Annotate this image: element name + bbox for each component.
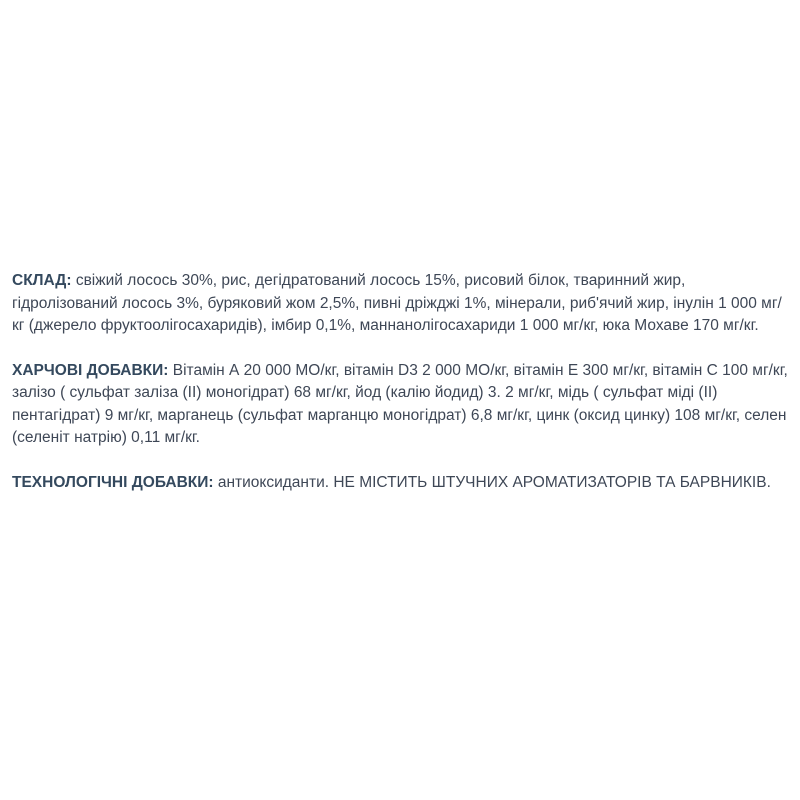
product-description: [12, 270, 790, 516]
technological-additives-text: антиоксиданти. НЕ МІСТИТЬ ШТУЧНИХ АРОМАТИЗАТОРІВ ТА БАРВНИКІВ.: [213, 473, 771, 491]
technological-additives-label: ТЕХНОЛОГІЧНІ ДОБАВКИ:: [12, 473, 214, 491]
nutritional-additives-paragraph: [12, 360, 790, 450]
composition-paragraph: [12, 270, 790, 338]
nutritional-additives-label: ХАРЧОВІ ДОБАВКИ:: [12, 361, 169, 379]
composition-label: СКЛАД:: [12, 272, 72, 289]
technological-additives-paragraph: [12, 472, 790, 495]
composition-text: свіжий лосось 30%, рис, дегідратований лосось 15%, рисовий білок, тваринний жир, гідролізований лосось 3%, буряковий жом 2,5%, пивні дріжджі 1%, мінерали, риб'ячий жир, інулін 1 000 мг/кг (джерело фруктоолігосахаридів), імбир 0,1%, маннанолігосахариди 1 000 мг/кг, юка Мохаве 170 мг/кг.: [12, 272, 782, 334]
nutritional-additives-text: Вітамін А 20 000 МО/кг, вітамін D3 2 000 МО/кг, вітамін Е 300 мг/кг, вітамін С 100 мг/кг, залізо ( сульфат заліза (ІІ) моногідрат) 68 мг/кг, йод (калію йодид) 3. 2 мг/кг, мідь ( сульфат міді (ІІ) пентагідрат) 9 мг/кг, марганець (сульфат марганцю моногідрат) 6,8 мг/кг, цинк (оксид цинку) 108 мг/кг, селен (селеніт натрію) 0,11 мг/кг.: [12, 361, 788, 446]
